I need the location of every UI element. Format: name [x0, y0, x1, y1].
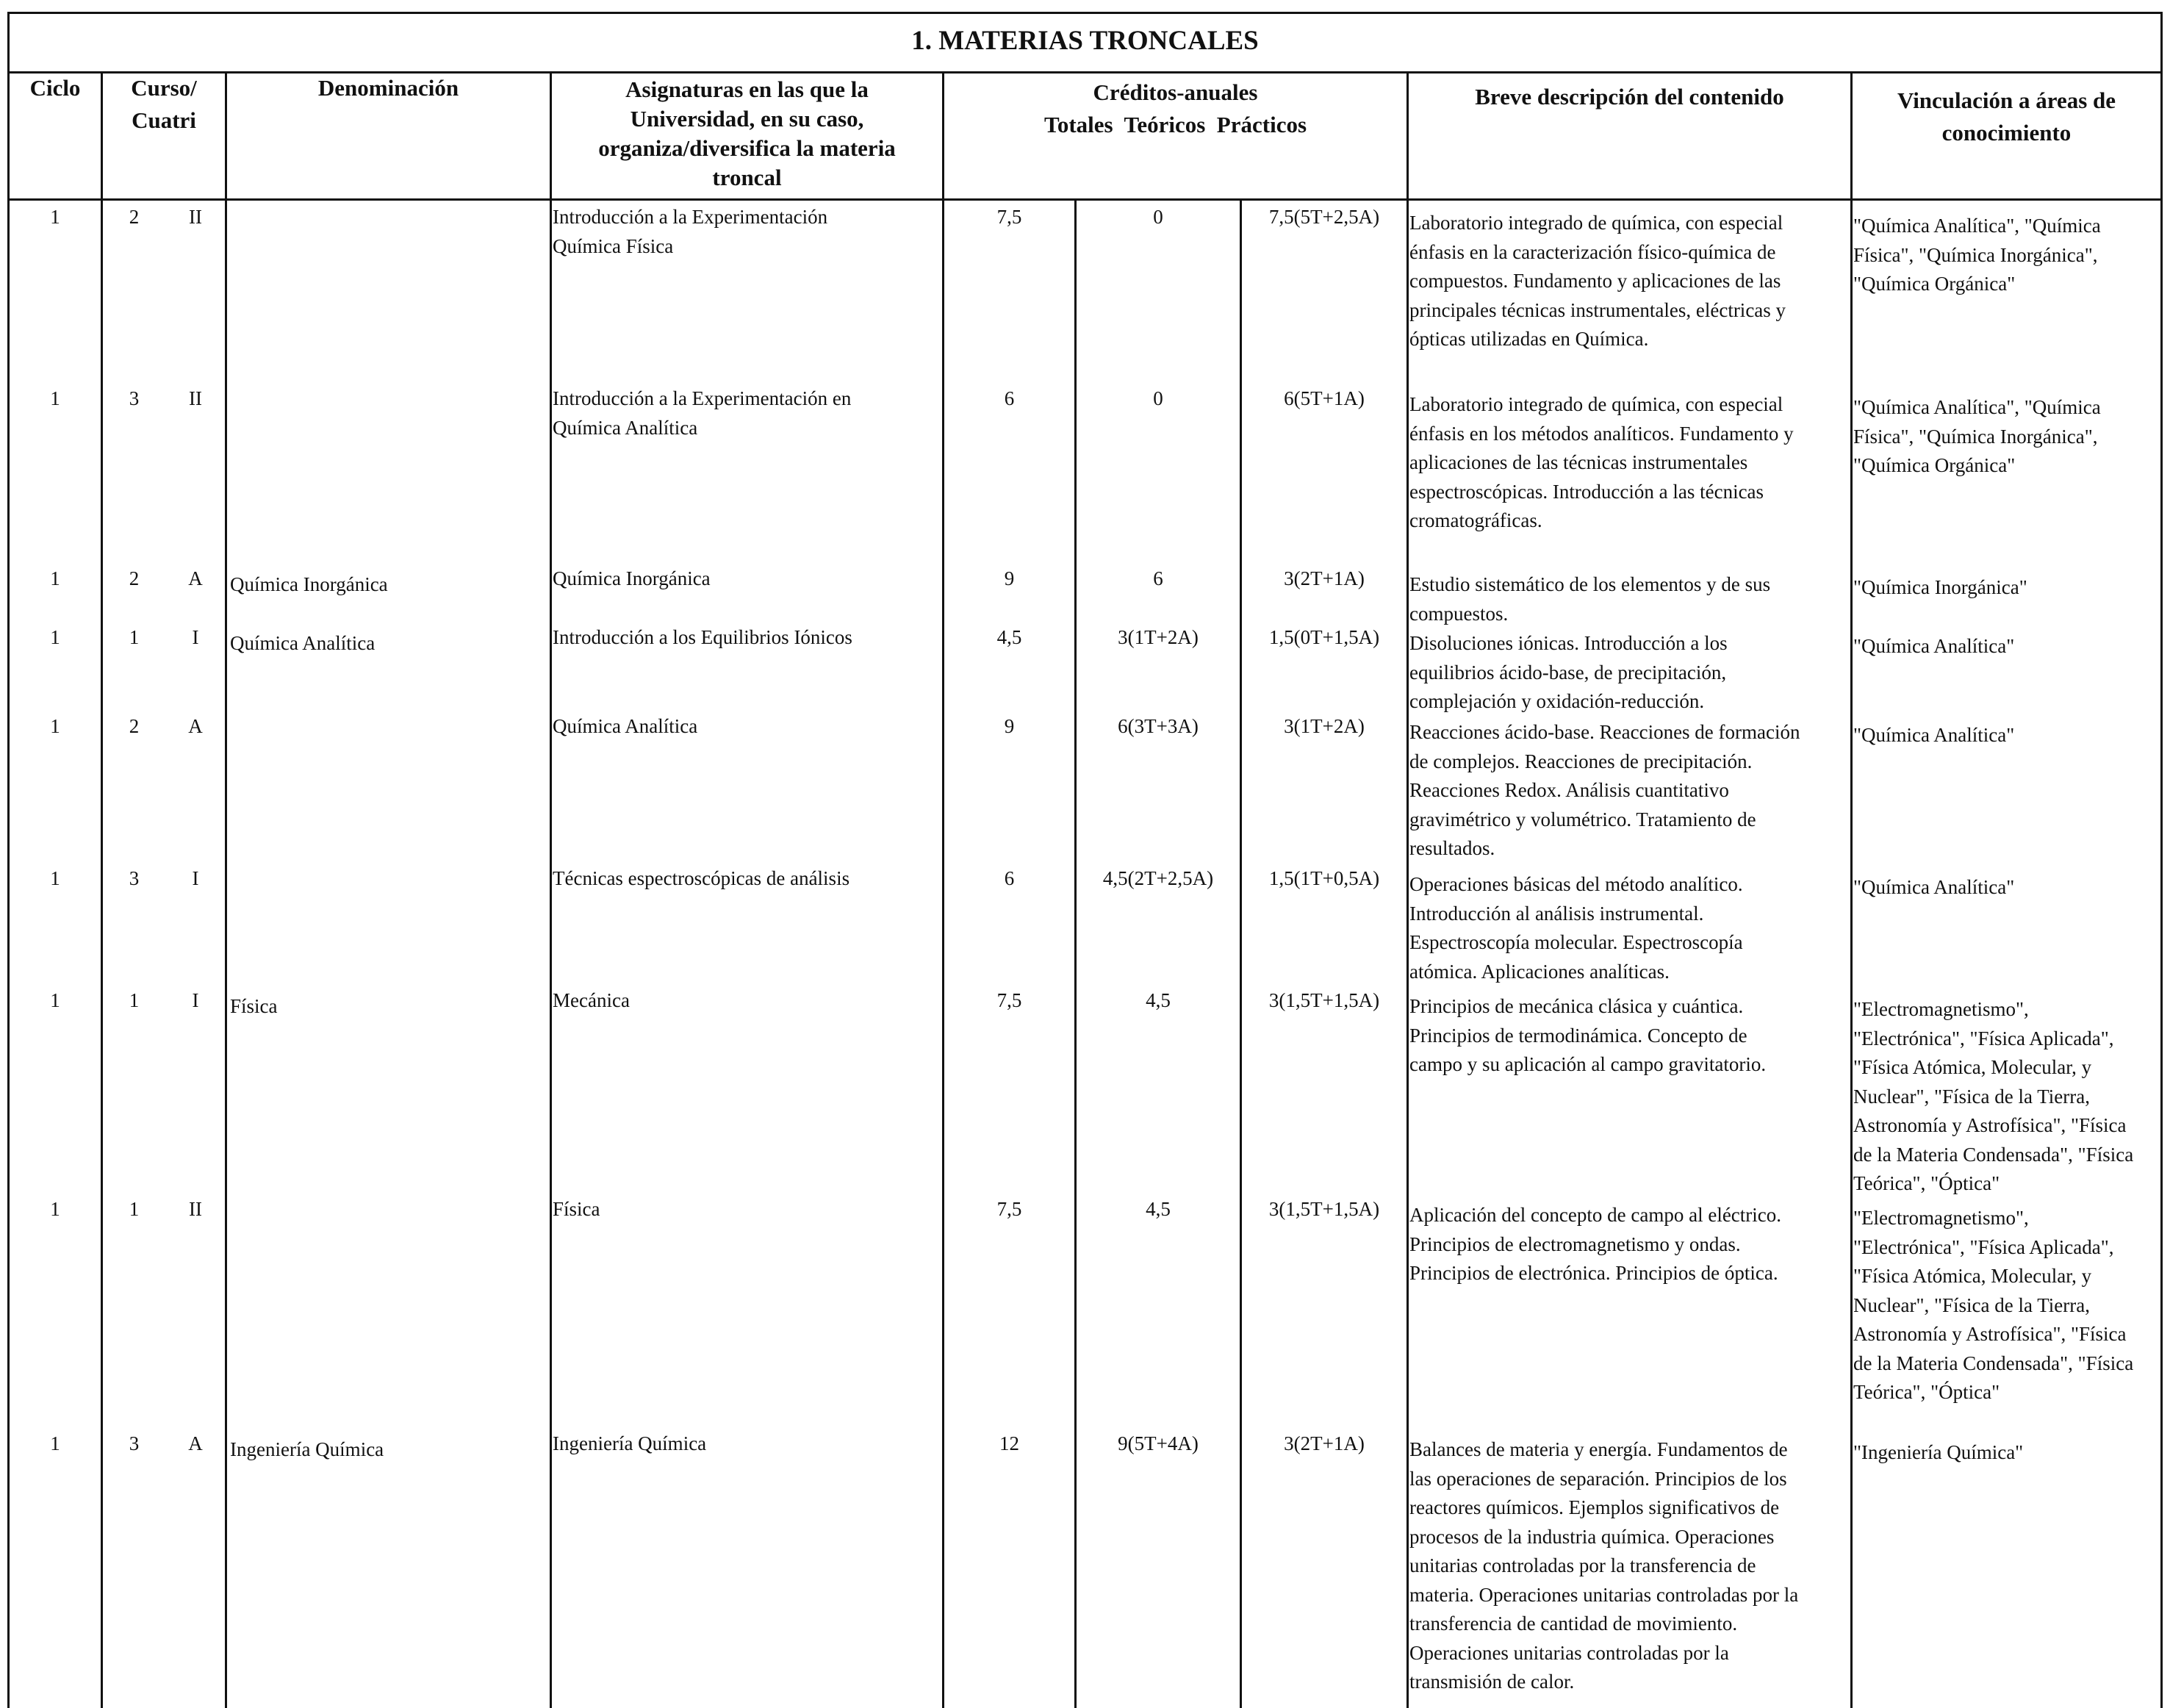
col-line-descripcion — [1850, 71, 1853, 1708]
cell-cuatri: I — [192, 626, 199, 648]
top-border — [7, 12, 2163, 14]
cell-descripcion: Laboratorio integrado de química, con especial énfasis en la caracterización físico-química de compuestos. Fundamento y aplicaciones de las principales técnicas instrumentales, eléctricas y ópticas utilizadas en Química. — [1409, 212, 1786, 350]
cell-denominacion: Química Inorgánica — [230, 573, 388, 595]
cell-totales: 12 — [999, 1432, 1019, 1454]
cell-practicos: 1,5(0T+1,5A) — [1268, 626, 1380, 648]
cell-descripcion: Principios de mecánica clásica y cuántica. Principios de termodinámica. Concepto de campo y su aplicación al campo gravitatorio. — [1409, 995, 1767, 1075]
col-line-denominacion — [550, 71, 552, 1708]
cell-practicos: 3(1,5T+1,5A) — [1268, 1198, 1380, 1220]
cell-curso: 1 — [129, 626, 140, 648]
col-line-creditos — [1406, 71, 1409, 1708]
cell-descripcion: Reacciones ácido-base. Reacciones de formación de complejos. Reacciones de precipitación. Reacciones Redox. Análisis cuantitativo gravimétrico y volumétrico. Tratamiento de resultados. — [1409, 721, 1800, 859]
cell-teoricos: 4,5 — [1146, 1198, 1171, 1220]
header-vinculacion: Vinculación a áreas de conocimiento — [1897, 87, 2116, 146]
cell-asignatura: Introducción a los Equilibrios Iónicos — [553, 626, 852, 648]
cell-practicos: 3(1T+2A) — [1284, 715, 1365, 737]
cell-teoricos: 9(5T+4A) — [1118, 1432, 1199, 1454]
cell-asignatura: Mecánica — [553, 989, 630, 1011]
page-title: 1. MATERIAS TRONCALES — [911, 26, 1259, 56]
cell-denominacion: Física — [230, 995, 278, 1017]
cell-teoricos: 6(3T+3A) — [1118, 715, 1199, 737]
cell-vinculacion: "Química Inorgánica" — [1853, 576, 2027, 598]
cell-teoricos: 3(1T+2A) — [1118, 626, 1199, 648]
cell-curso: 3 — [129, 867, 140, 889]
cell-vinculacion: "Electromagnetismo", "Electrónica", "Física Aplicada", "Física Atómica, Molecular, y Nuclear", "Física de la Tierra, Astronomía y Astrofísica", "Física de la Materia Condensada", "Física Teórica", "Óptica" — [1853, 998, 2134, 1194]
cell-asignatura: Introducción a la Experimentación Química Física — [553, 206, 828, 257]
cell-ciclo: 1 — [50, 1198, 60, 1220]
cell-vinculacion: "Química Analítica" — [1853, 876, 2015, 898]
cell-asignatura: Introducción a la Experimentación en Química Analítica — [553, 387, 852, 439]
cell-vinculacion: "Química Analítica", "Química Física", "Química Inorgánica", "Química Orgánica" — [1853, 396, 2101, 476]
col-line-teoricos — [1240, 198, 1242, 1708]
header-divider — [7, 198, 2163, 201]
cell-curso: 3 — [129, 387, 140, 409]
header-asignaturas: Asignaturas en las que la Universidad, en su caso, organiza/diversifica la materia troncal — [598, 76, 896, 190]
cell-teoricos: 4,5(2T+2,5A) — [1102, 867, 1214, 889]
cell-curso: 1 — [129, 1198, 140, 1220]
cell-ciclo: 1 — [50, 206, 60, 228]
cell-cuatri: A — [188, 715, 203, 737]
cell-practicos: 6(5T+1A) — [1284, 387, 1365, 409]
cell-practicos: 3(1,5T+1,5A) — [1268, 989, 1380, 1011]
cell-ciclo: 1 — [50, 387, 60, 409]
cell-totales: 9 — [1004, 567, 1015, 589]
cell-teoricos: 4,5 — [1146, 989, 1171, 1011]
cell-asignatura: Química Analítica — [553, 715, 698, 737]
cell-asignatura: Física — [553, 1198, 600, 1220]
cell-descripcion: Disoluciones iónicas. Introducción a los equilibrios ácido-base, de precipitación, complejación y oxidación-reducción. — [1409, 632, 1728, 712]
cell-curso: 1 — [129, 989, 140, 1011]
cell-cuatri: II — [189, 206, 202, 228]
col-line-totales — [1074, 198, 1077, 1708]
cell-descripcion: Laboratorio integrado de química, con especial énfasis en los métodos analíticos. Fundamento y aplicaciones de las técnicas instrumentales espectroscópicas. Introducción a las técnicas cromatográficas. — [1409, 393, 1794, 531]
header-ciclo: Ciclo — [29, 75, 81, 101]
cell-practicos: 3(2T+1A) — [1284, 1432, 1365, 1454]
cell-ciclo: 1 — [50, 626, 60, 648]
cell-cuatri: A — [188, 567, 203, 589]
cell-descripcion: Aplicación del concepto de campo al eléctrico. Principios de electromagnetismo y ondas. Principios de electrónica. Principios de óptica. — [1409, 1204, 1782, 1284]
cell-vinculacion: "Química Analítica" — [1853, 724, 2015, 746]
cell-denominacion: Ingeniería Química — [230, 1438, 384, 1460]
cell-totales: 7,5 — [996, 989, 1022, 1011]
cell-asignatura: Ingeniería Química — [553, 1432, 707, 1454]
cell-ciclo: 1 — [50, 1432, 60, 1454]
cell-totales: 4,5 — [996, 626, 1022, 648]
cell-descripcion: Balances de materia y energía. Fundamentos de las operaciones de separación. Principios de los reactores químicos. Ejemplos significativos de procesos de la industria química. Operaciones unitarias controladas por la transferencia de materia. Operaciones unitarias controladas por la transferencia de cantidad de movimiento. Operaciones unitarias controladas por la transmisión de calor. — [1409, 1438, 1799, 1693]
cell-cuatri: II — [189, 1198, 202, 1220]
cell-ciclo: 1 — [50, 715, 60, 737]
cell-vinculacion: "Química Analítica", "Química Física", "Química Inorgánica", "Química Orgánica" — [1853, 215, 2101, 295]
cell-vinculacion: "Electromagnetismo", "Electrónica", "Física Aplicada", "Física Atómica, Molecular, y Nuclear", "Física de la Tierra, Astronomía y Astrofísica", "Física de la Materia Condensada", "Física Teórica", "Óptica" — [1853, 1207, 2134, 1403]
cell-teoricos: 0 — [1153, 206, 1163, 228]
cell-practicos: 1,5(1T+0,5A) — [1268, 867, 1380, 889]
cell-totales: 7,5 — [996, 1198, 1022, 1220]
cell-descripcion: Operaciones básicas del método analítico. Introducción al análisis instrumental. Espectroscopía molecular. Espectroscopía atómica. Aplicaciones analíticas. — [1409, 873, 1743, 983]
cell-cuatri: II — [189, 387, 202, 409]
cell-practicos: 3(2T+1A) — [1284, 567, 1365, 589]
cell-cuatri: I — [192, 867, 199, 889]
cell-totales: 6 — [1004, 387, 1015, 409]
cell-denominacion: Química Analítica — [230, 632, 376, 654]
cell-ciclo: 1 — [50, 567, 60, 589]
header-creditos-sub: Totales Teóricos Prácticos — [1043, 112, 1307, 137]
header-creditos: Créditos-anuales — [1093, 79, 1258, 105]
cell-asignatura: Química Inorgánica — [553, 567, 711, 589]
cell-cuatri: I — [192, 989, 199, 1011]
cell-asignatura: Técnicas espectroscópicas de análisis — [553, 867, 850, 889]
cell-totales: 6 — [1004, 867, 1015, 889]
cell-totales: 9 — [1004, 715, 1015, 737]
cell-ciclo: 1 — [50, 989, 60, 1011]
cell-teoricos: 0 — [1153, 387, 1163, 409]
cell-vinculacion: "Ingeniería Química" — [1853, 1441, 2024, 1463]
header-curso: Curso/ Cuatri — [131, 75, 197, 133]
cell-teoricos: 6 — [1153, 567, 1163, 589]
cell-vinculacion: "Química Analítica" — [1853, 635, 2015, 657]
cell-curso: 2 — [129, 206, 140, 228]
cell-curso: 2 — [129, 567, 140, 589]
header-descripcion: Breve descripción del contenido — [1475, 84, 1784, 110]
header-denominacion: Denominación — [317, 75, 459, 101]
col-line-right — [2160, 12, 2163, 1708]
cell-ciclo: 1 — [50, 867, 60, 889]
cell-totales: 7,5 — [996, 206, 1022, 228]
cell-curso: 3 — [129, 1432, 140, 1454]
cell-descripcion: Estudio sistemático de los elementos y de sus compuestos. — [1409, 573, 1771, 625]
cell-curso: 2 — [129, 715, 140, 737]
cell-cuatri: A — [188, 1432, 203, 1454]
cell-practicos: 7,5(5T+2,5A) — [1268, 206, 1380, 228]
